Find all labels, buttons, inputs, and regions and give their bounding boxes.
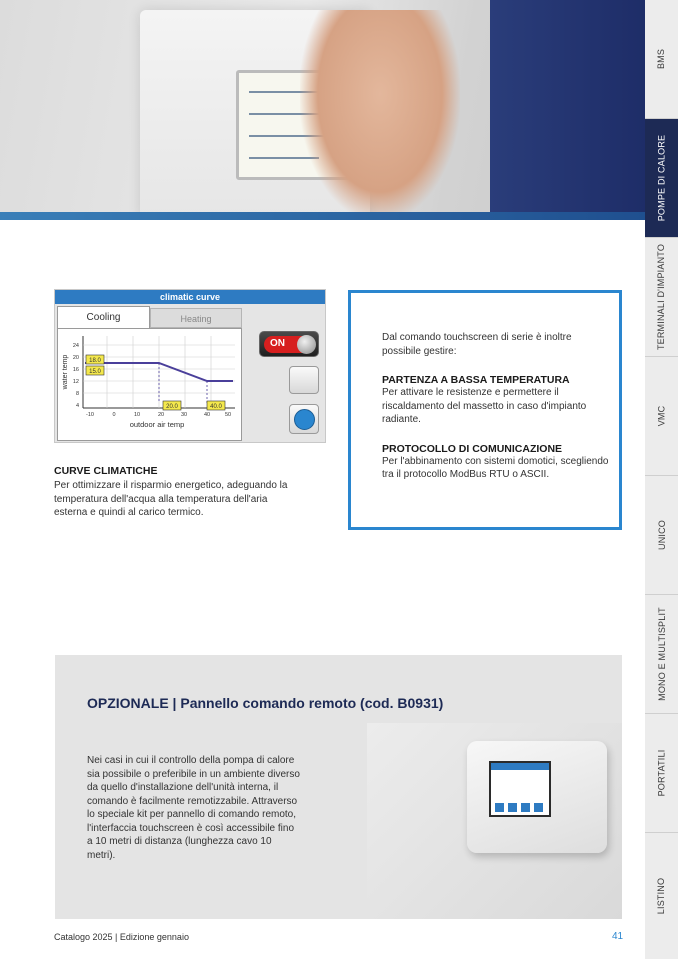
x-tick: 0 [112,412,116,418]
value-label: 18.0 [89,358,101,364]
hero-photo [0,0,645,220]
undo-icon [294,409,315,430]
edit-button[interactable] [289,366,319,394]
side-navigation [645,0,678,959]
y-tick: 24 [72,343,79,349]
optional-title: OPZIONALE | Pannello comando remoto (cod. B0931) [87,695,444,711]
on-off-toggle[interactable] [259,331,319,357]
back-button[interactable] [289,404,319,434]
device-screen [489,761,551,817]
value-label: 40.0 [210,404,222,410]
climatic-curve-widget [54,289,326,443]
tab-bms[interactable]: BMS [645,0,678,119]
blue-stripe [0,212,645,220]
x-axis-label: outdoor air temp [129,420,185,429]
x-tick: 50 [224,412,232,418]
info-item1-text: Per attivare le resistenze e permettere il riscaldamento del massetto in caso d'impianto radiante. [382,387,587,425]
climatic-curve-header: climatic curve [55,290,325,304]
x-tick: 20 [157,412,165,418]
curve-title: CURVE CLIMATICHE [54,465,158,477]
optional-text: Nei casi in cui il controllo della pompa di calore sia possibile o preferibile in un ambiente diverso da quello d'installazione dell'unità interna, il comando è facilmente remotizzabile. Attraverso lo speciale kit per pannello di comando remoto, l'interfaccia touchscreen è così accessibile fino a 10 metri di distanza (lunghezza cavo 10 metri). [87,755,300,861]
tab-heating[interactable]: Heating [150,308,242,328]
tab-portatili[interactable]: PORTATILI [645,714,678,833]
curve-chart [57,328,242,441]
info-item2-title: PROTOCOLLO DI COMUNICAZIONE [382,442,563,455]
value-label: 20.0 [166,404,178,410]
tab-terminali-impianto[interactable]: TERMINALI D'IMPIANTO [645,238,678,357]
tab-mono-multisplit[interactable]: MONO E MULTISPLIT [645,595,678,714]
x-tick: -10 [86,412,94,418]
hand [300,10,460,220]
y-tick: 12 [72,379,79,385]
tab-listino[interactable]: LISTINO [656,877,667,915]
tab-cooling[interactable]: Cooling [57,306,150,328]
info-intro: Dal comando touchscreen di serie è inoltre possibile gestire: [382,332,572,357]
y-tick: 16 [72,367,79,373]
info-item2-text: Per l'abbinamento con sistemi domotici, scegliendo tra il protocollo ModBus RTU o ASCII. [382,455,609,480]
value-label: 15.0 [89,369,101,375]
on-label: ON [270,338,285,349]
info-box [348,290,622,530]
x-tick: 10 [133,412,141,418]
y-tick: 8 [75,391,79,397]
x-tick: 30 [180,412,188,418]
tab-pompe-di-calore[interactable]: POMPE DI CALORE [645,119,678,238]
remote-control-device [467,741,607,853]
remote-panel-photo [367,723,622,919]
curve-description: Per ottimizzare il risparmio energetico, adeguando la temperatura dell'acqua alla temperatura dell'aria esterna e quindi al carico termico. [54,480,288,518]
tab-unico[interactable]: UNICO [645,476,678,595]
y-tick: 4 [75,403,79,409]
y-tick: 20 [72,355,79,361]
optional-section [55,655,622,919]
x-tick: 40 [203,412,211,418]
page-number: 41 [612,931,624,942]
y-axis-label: water temp [62,354,69,390]
curve-section [54,465,294,520]
blue-wall [490,0,645,220]
tab-vmc[interactable]: VMC [645,357,678,476]
footer-catalog: Catalogo 2025 | Edizione gennaio [54,932,189,942]
info-item1-title: PARTENZA A BASSA TEMPERATURA [382,374,570,386]
